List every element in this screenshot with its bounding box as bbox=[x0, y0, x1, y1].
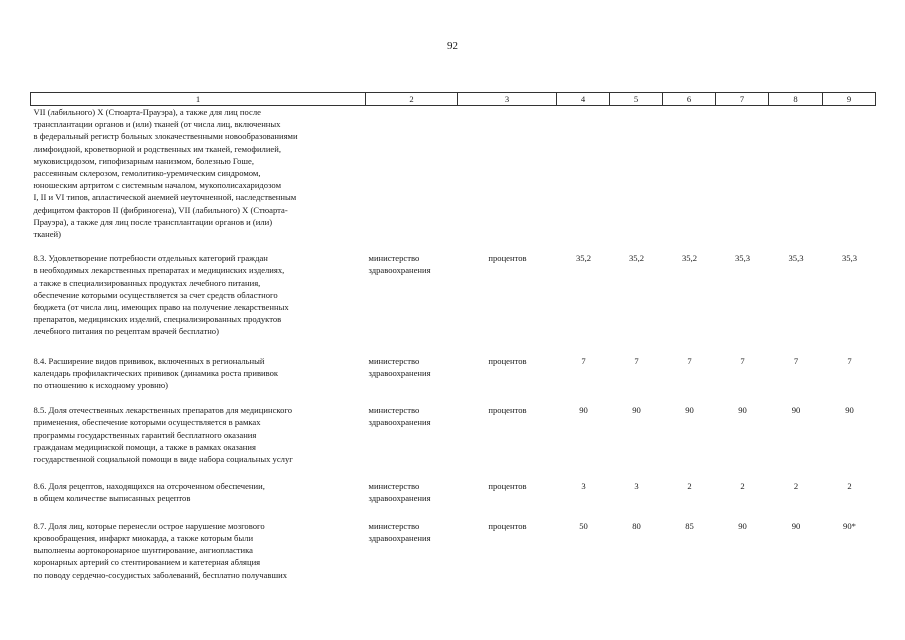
description-line: выполнены аортокоронарное шунтирование, ангиопластика bbox=[33, 545, 253, 556]
value-cell: 85 bbox=[685, 520, 694, 531]
table-row bbox=[31, 404, 876, 465]
value-cell: 90 bbox=[685, 405, 694, 416]
description-line: гражданам медицинской помощи, а также в рамках оказания bbox=[33, 441, 256, 452]
value-cell: 7 bbox=[581, 355, 586, 366]
column-number-header-row bbox=[31, 93, 876, 106]
value-cell bbox=[716, 106, 769, 241]
value-cell: 35,3 bbox=[788, 253, 804, 264]
responsible-ministry: министерство здравоохранения bbox=[368, 405, 431, 428]
value-cell: 90 bbox=[632, 405, 641, 416]
row-spacer bbox=[31, 391, 876, 404]
description-line: обеспечение которыми осуществляется за счет средств областного bbox=[33, 289, 278, 300]
table-row bbox=[31, 355, 876, 392]
column-number-header: 9 bbox=[823, 93, 876, 106]
description-line: 8.5. Доля отечественных лекарственных препаратов для медицинского bbox=[33, 405, 293, 416]
value-cell bbox=[557, 106, 610, 241]
responsible-ministry: министерство здравоохранения bbox=[368, 253, 431, 276]
value-cell: 7 bbox=[634, 355, 639, 366]
value-cell: 35,2 bbox=[628, 253, 645, 264]
unit-of-measure bbox=[458, 106, 557, 241]
description-line: юношеским артритом с системным началом, мукополисахаридозом bbox=[33, 180, 282, 191]
value-cell: 90 bbox=[791, 520, 801, 531]
value-cell: 3 bbox=[581, 481, 586, 492]
description-line: а также в специализированных продуктах лечебного питания, bbox=[33, 277, 261, 288]
description-line: трансплантации органов и (или) тканей (от числа лиц, включенных bbox=[33, 119, 281, 130]
description-line: в необходимых лекарственных препаратах и медицинских изделиях, bbox=[33, 265, 285, 276]
value-cell: 90 bbox=[579, 405, 588, 416]
unit-of-measure: процентов bbox=[488, 355, 527, 366]
description-line: лимфоидной, кроветворной и родственных им тканей, гемофилией, bbox=[33, 143, 281, 154]
value-cell: 2 bbox=[740, 481, 745, 492]
responsible-ministry bbox=[366, 106, 458, 241]
column-number-header: 2 bbox=[366, 93, 458, 106]
unit-of-measure: процентов bbox=[488, 405, 527, 416]
value-cell: 2 bbox=[847, 481, 852, 492]
description-line: календарь профилактических прививок (динамика роста прививок bbox=[33, 367, 279, 378]
indicator-description bbox=[31, 520, 366, 581]
description-line: бюджета (от числа лиц, имеющих право на получение лекарственных bbox=[33, 302, 289, 313]
description-line: лечебного питания по рецептам врачей бесплатно) bbox=[33, 326, 219, 337]
description-line: 8.4. Расширение видов прививок, включенных в региональный bbox=[33, 355, 265, 366]
value-cell: 7 bbox=[847, 355, 852, 366]
value-cell: 35,2 bbox=[681, 253, 698, 264]
value-cell bbox=[769, 106, 823, 241]
indicator-description bbox=[31, 480, 366, 504]
value-cell: 35,3 bbox=[841, 253, 858, 264]
value-cell bbox=[823, 106, 876, 241]
description-line: 8.7. Доля лиц, которые перенесли острое нарушение мозгового bbox=[33, 520, 265, 531]
value-cell bbox=[610, 106, 663, 241]
column-number-header: 5 bbox=[610, 93, 663, 106]
indicator-description bbox=[31, 404, 366, 465]
value-cell: 50 bbox=[579, 520, 588, 531]
responsible-ministry: министерство здравоохранения bbox=[368, 520, 431, 543]
description-line: в общем количестве выписанных рецептов bbox=[33, 493, 191, 504]
description-line: дефицитом факторов II (фибриногена), VII (лабильного) X (Стюарта- bbox=[33, 204, 288, 215]
value-cell: 7 bbox=[740, 355, 745, 366]
column-number-header: 3 bbox=[458, 93, 557, 106]
description-line: в федеральный регистр больных злокачественными новообразованиями bbox=[33, 131, 298, 142]
row-spacer bbox=[31, 465, 876, 480]
value-cell: 7 bbox=[687, 355, 692, 366]
description-line: по отношению к исходному уровню) bbox=[33, 380, 169, 391]
table-row bbox=[31, 480, 876, 504]
description-line: препаратов, медицинских изделий, специализированных продуктов bbox=[33, 314, 282, 325]
value-cell bbox=[663, 106, 716, 241]
value-cell: 3 bbox=[634, 481, 639, 492]
description-line: VII (лабильного) X (Стюарта-Прауэра), а также для лиц после bbox=[33, 107, 261, 117]
unit-of-measure: процентов bbox=[488, 520, 527, 531]
table-row bbox=[31, 106, 876, 241]
value-cell: 90* bbox=[843, 520, 856, 531]
description-line: муковисцидозом, гипофизарным нанизмом, болезнью Гоше, bbox=[33, 155, 254, 166]
row-spacer bbox=[31, 505, 876, 520]
row-spacer bbox=[31, 240, 876, 252]
description-line: применения, обеспечение которыми осуществляется в рамках bbox=[33, 417, 261, 428]
value-cell: 2 bbox=[687, 481, 692, 492]
value-cell: 35,3 bbox=[734, 253, 751, 264]
responsible-ministry: министерство здравоохранения bbox=[368, 355, 431, 378]
description-line: коронарных артерий со стентированием и катетерная абляция bbox=[33, 557, 261, 568]
table-row bbox=[31, 520, 876, 581]
indicator-description bbox=[31, 106, 366, 241]
value-cell: 35,2 bbox=[575, 253, 592, 264]
description-line: тканей) bbox=[33, 229, 61, 240]
column-number-header: 1 bbox=[31, 93, 366, 106]
table-row bbox=[31, 252, 876, 337]
description-line: 8.6. Доля рецептов, находящихся на отсроченном обеспечении, bbox=[33, 481, 265, 492]
value-cell: 90 bbox=[738, 520, 747, 531]
value-cell: 90 bbox=[738, 405, 747, 416]
page-number: 92 bbox=[447, 40, 458, 52]
row-spacer bbox=[31, 338, 876, 355]
description-line: Прауэра), а также для лиц после трансплантации органов и (или) bbox=[33, 216, 273, 227]
indicators-table bbox=[30, 92, 876, 581]
description-line: кровообращения, инфаркт миокарда, а также которым были bbox=[33, 532, 254, 543]
responsible-ministry: министерство здравоохранения bbox=[368, 481, 431, 504]
value-cell: 7 bbox=[793, 355, 799, 366]
column-number-header: 4 bbox=[557, 93, 610, 106]
description-line: государственной социальной помощи в виде набора социальных услуг bbox=[33, 454, 293, 465]
description-line: рассеянным склерозом, гемолитико-уремическим синдромом, bbox=[33, 168, 261, 179]
column-number-header: 7 bbox=[716, 93, 769, 106]
unit-of-measure: процентов bbox=[488, 253, 527, 264]
indicator-description bbox=[31, 355, 366, 392]
description-line: I, II и VI типов, апластической анемией неуточненной, наследственным bbox=[33, 192, 297, 203]
value-cell: 2 bbox=[793, 481, 799, 492]
column-number-header: 6 bbox=[663, 93, 716, 106]
column-number-header: 8 bbox=[769, 93, 823, 106]
unit-of-measure: процентов bbox=[488, 481, 527, 492]
description-line: по поводу сердечно-сосудистых заболеваний, бесплатно получавших bbox=[33, 569, 287, 580]
value-cell: 90 bbox=[845, 405, 854, 416]
indicator-description bbox=[31, 252, 366, 337]
description-line: программы государственных гарантий бесплатного оказания bbox=[33, 429, 257, 440]
description-line: 8.3. Удовлетворение потребности отдельных категорий граждан bbox=[33, 253, 268, 264]
value-cell: 80 bbox=[632, 520, 641, 531]
value-cell: 90 bbox=[791, 405, 801, 416]
